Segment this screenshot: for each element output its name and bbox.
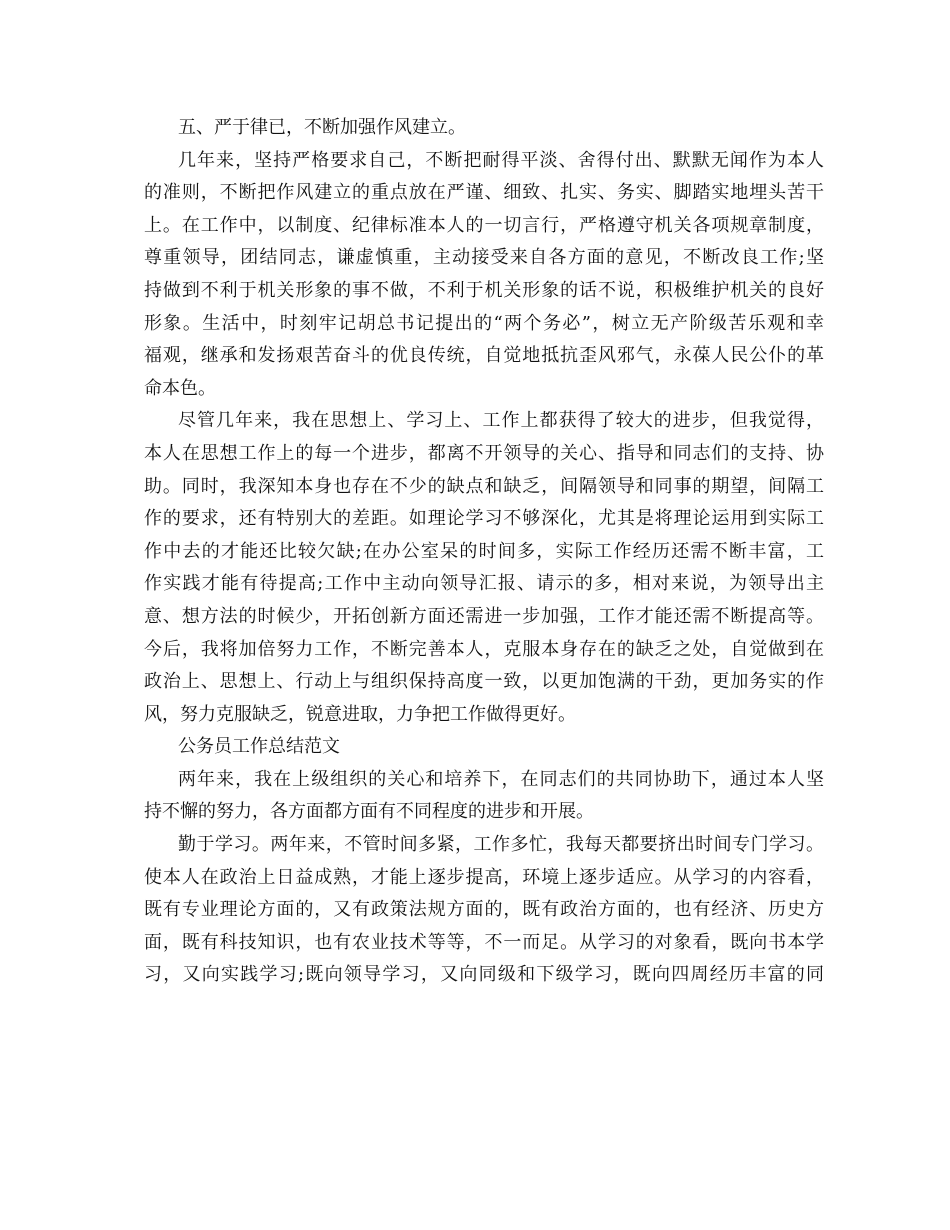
text-line: 政治上、思想上、行动上与组织保持高度一致，以更加饱满的干劲，更加务实的作: [144, 671, 824, 693]
text-line: 尽管几年来，我在思想上、学习上、工作上都获得了较大的进步，但我觉得，: [178, 410, 824, 432]
text-line: 勤于学习。两年来，不管时间多紧，工作多忙，我每天都要挤出时间专门学习。: [178, 834, 824, 856]
text-line: 作实践才能有待提高;工作中主动向领导汇报、请示的多，相对来说，为领导出主: [144, 573, 824, 595]
document-body: [144, 112, 824, 992]
text-line: 助。同时，我深知本身也存在不少的缺点和缺乏，间隔领导和同事的期望，间隔工: [144, 475, 824, 497]
text-line: 几年来，坚持严格要求自己，不断把耐得平淡、舍得付出、默默无闻作为本人: [178, 149, 824, 171]
text-line: 公务员工作总结范文: [178, 736, 340, 758]
text-line: 本人在思想工作上的每一个进步，都离不开领导的关心、指导和同志们的支持、协: [144, 442, 824, 464]
text-line: 作的要求，还有特别大的差距。如理论学习不够深化，尤其是将理论运用到实际工: [144, 508, 824, 530]
text-line: 意、想方法的时候少，开拓创新方面还需进一步加强，工作才能还需不断提高等。: [144, 605, 824, 627]
text-line: 福观，继承和发扬艰苦奋斗的优良传统，自觉地抵抗歪风邪气，永葆人民公仆的革: [144, 345, 824, 367]
text-line: 面，既有科技知识，也有农业技术等等，不一而足。从学习的对象看，既向书本学: [144, 931, 824, 953]
text-line: 两年来，我在上级组织的关心和培养下，在同志们的共同协助下，通过本人坚: [178, 768, 824, 790]
text-line: 命本色。: [144, 377, 216, 399]
text-line: 既有专业理论方面的，又有政策法规方面的，既有政治方面的，也有经济、历史方: [144, 899, 824, 921]
text-line: 五、严于律已，不断加强作风建立。: [178, 117, 466, 138]
text-line: 习，又向实践学习;既向领导学习，又向同级和下级学习，既向四周经历丰富的同: [144, 964, 824, 986]
text-line: 持做到不利于机关形象的事不做，不利于机关形象的话不说，积极维护机关的良好: [144, 279, 824, 301]
text-line: 今后，我将加倍努力工作，不断完善本人，克服本身存在的缺乏之处，自觉做到在: [144, 638, 824, 660]
text-line: 作中去的才能还比较欠缺;在办公室呆的时间多，实际工作经历还需不断丰富，工: [144, 540, 824, 562]
text-line: 使本人在政治上日益成熟，才能上逐步提高，环境上逐步适应。从学习的内容看，: [144, 866, 824, 888]
text-line: 尊重领导，团结同志，谦虚慎重，主动接受来自各方面的意见，不断改良工作;坚: [144, 247, 824, 269]
text-line: 持不懈的努力，各方面都方面有不同程度的进步和开展。: [144, 801, 594, 823]
text-line: 的准则，不断把作风建立的重点放在严谨、细致、扎实、务实、脚踏实地埋头苦干: [144, 182, 824, 204]
text-line: 形象。生活中，时刻牢记胡总书记提出的“两个务必”，树立无产阶级苦乐观和幸: [144, 312, 824, 334]
text-line: 上。在工作中，以制度、纪律标准本人的一切言行，严格遵守机关各项规章制度，: [144, 214, 824, 236]
text-line: 风，努力克服缺乏，锐意进取，力争把工作做得更好。: [144, 703, 576, 725]
